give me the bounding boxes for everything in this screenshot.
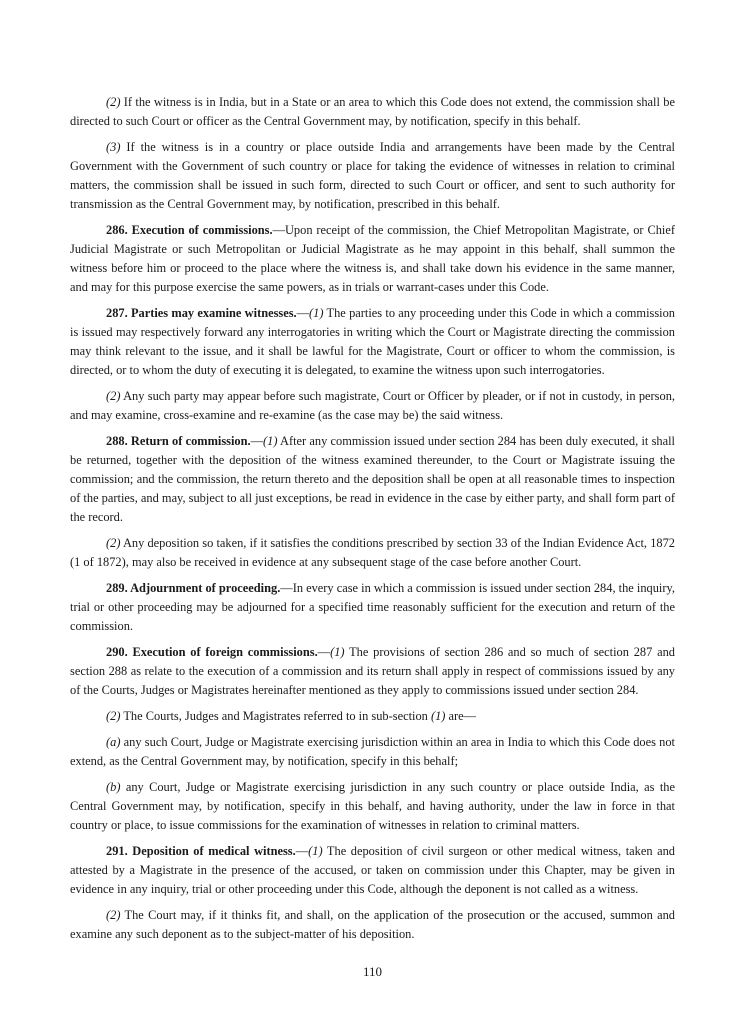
clause-letter: (b) — [106, 780, 121, 794]
paragraph-text: The deposition of civil surgeon or other medical witness, taken and attested by a Magistrate in the presence of the accused, or taken on commission under this Chapter, may be given in evidence in any inquiry, trial or other proceeding under this Code, although the deponent is not called as a witness. — [70, 844, 675, 896]
dash: — — [296, 306, 310, 320]
paragraph-text: The parties to any proceeding under this Code in which a commission is issued may respectively forward any interrogatories in writing which the Court or Magistrate directing the commission may think relevant to the issue, and it shall be lawful for the Magistrate, Court or officer to whom the commission, is directed, or to whom the duty of executing it is delegated, to examine the witness upon such interrogatories. — [70, 306, 675, 377]
sub-number: (2) — [106, 95, 121, 109]
section-286 — [70, 221, 675, 297]
paragraph-text: Upon receipt of the commission, the Chief Metropolitan Magistrate, or Chief Judicial Magistrate or such Metropolitan or Judicial Magistrate as he may appoint in this behalf, shall summon the witness before him or proceed to the place where the witness is, and shall take down his evidence in the same manner, and may for this purpose exercise the same powers, as in trials or warrant-cases under this Code. — [70, 223, 675, 294]
paragraph-288-2 — [70, 534, 675, 572]
document-body — [70, 93, 675, 951]
section-289 — [70, 579, 675, 636]
paragraph-290-2 — [70, 707, 675, 726]
section-heading: 287. Parties may examine witnesses. — [106, 306, 297, 320]
section-heading: 291. Deposition of medical witness. — [106, 844, 296, 858]
paragraph-text: After any commission issued under section 284 has been duly executed, it shall be returned, together with the deposition of the witness examined thereunder, to the Court or Magistrate issuing the commission; and the commission, the return thereto and the deposition shall be open at all reasonable times to inspection of the parties, and may, subject to all just exceptions, be read in evidence in the case by either party, and shall form part of the record. — [70, 434, 675, 524]
clause-b — [70, 778, 675, 835]
section-heading: 289. Adjournment of proceeding. — [106, 581, 281, 595]
sub-number: (1) — [330, 645, 345, 659]
paragraph-text: The provisions of section 286 and so much of section 287 and section 288 as relate to the execution of a commission and its return shall apply in respect of commissions issued by any of the Courts, Judges or Magistrates hereinafter mentioned as they apply to commissions issued under section 284. — [70, 645, 675, 697]
section-heading: 286. Execution of commissions. — [106, 223, 273, 237]
paragraph-285-2 — [70, 93, 675, 131]
paragraph-291-2 — [70, 906, 675, 944]
dash: — — [280, 581, 293, 595]
sub-number-ref: (1) — [430, 709, 446, 723]
paragraph-285-3 — [70, 138, 675, 214]
dash: — — [250, 434, 264, 448]
section-heading: 290. Execution of foreign commissions. — [106, 645, 318, 659]
sub-number: (2) — [106, 536, 121, 550]
paragraph-text: The Courts, Judges and Magistrates referred to in sub-section — [120, 709, 431, 723]
dash: — — [295, 844, 309, 858]
page-number: 110 — [362, 964, 383, 979]
section-288 — [70, 432, 675, 527]
paragraph-287-2 — [70, 387, 675, 425]
dash: — — [272, 223, 285, 237]
sub-number: (1) — [263, 434, 278, 448]
section-heading: 288. Return of commission. — [106, 434, 251, 448]
paragraph-text: In every case in which a commission is issued under section 284, the inquiry, trial or other proceeding may be adjourned for a specified time reasonably sufficient for the execution and return of the commission. — [70, 581, 675, 633]
section-287 — [70, 304, 675, 380]
paragraph-text: If the witness is in India, but in a State or an area to which this Code does not extend, the commission shall be directed to such Court or officer as the Central Government may, by notification, specify in this behalf. — [70, 95, 675, 128]
paragraph-text: If the witness is in a country or place outside India and arrangements have been made by the Central Government with the Government of such country or place for taking the evidence of witnesses in relation to criminal matters, the commission shall be issued in such form, directed to such Court or officer, and sent to such authority for transmission as the Central Government may, by notification, prescribed in this behalf. — [70, 140, 675, 211]
sub-number: (2) — [106, 709, 121, 723]
clause-a — [70, 733, 675, 771]
paragraph-text: Any such party may appear before such magistrate, Court or Officer by pleader, or if not in custody, in person, and may examine, cross-examine and re-examine (as the case may be) the said witness. — [70, 389, 675, 422]
sub-number: (1) — [309, 306, 324, 320]
dash: — — [317, 645, 331, 659]
paragraph-text: Any deposition so taken, if it satisfies the conditions prescribed by section 33 of the Indian Evidence Act, 1872 (1 of 1872), may also be received in evidence at any subsequent stage of the case before another Court. — [70, 536, 675, 569]
sub-number: (2) — [106, 389, 121, 403]
paragraph-text: any Court, Judge or Magistrate exercising jurisdiction in any such country or place outside India, as the Central Government may, by notification, specify in this behalf, and having authority, under the law in force in that country or place, to issue commissions for the examination of witnesses in relation to criminal matters. — [70, 780, 675, 832]
paragraph-text: any such Court, Judge or Magistrate exercising jurisdiction within an area in India to which this Code does not extend, as the Central Government may, by notification, specify in this behalf; — [70, 735, 675, 768]
sub-number: (2) — [106, 908, 121, 922]
section-290 — [70, 643, 675, 700]
sub-number: (1) — [308, 844, 323, 858]
paragraph-text-tail: are— — [445, 709, 477, 723]
section-291 — [70, 842, 675, 899]
sub-number: (3) — [106, 140, 121, 154]
clause-letter: (a) — [106, 735, 121, 749]
paragraph-text: The Court may, if it thinks fit, and shall, on the application of the prosecution or the accused, summon and examine any such deponent as to the subject-matter of his deposition. — [70, 908, 675, 941]
